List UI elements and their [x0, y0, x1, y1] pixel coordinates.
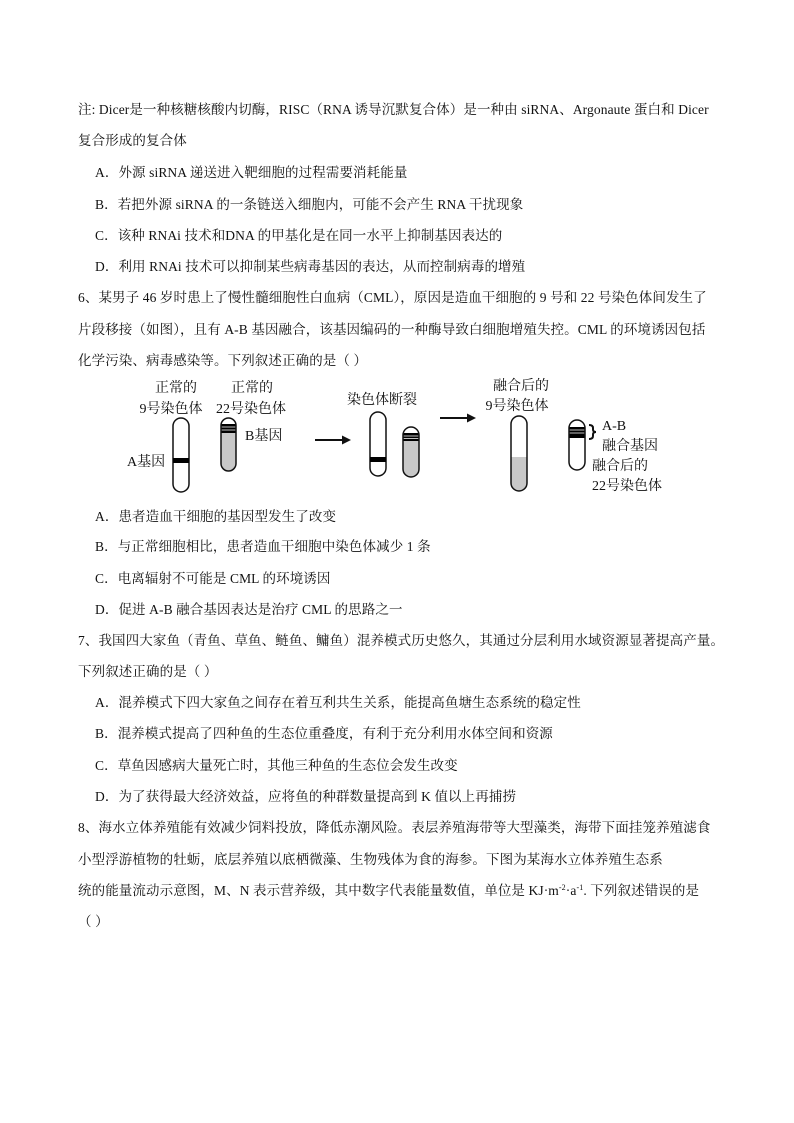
normal-9-label-1: 正常的 — [155, 381, 197, 396]
q8-stem-line-3 — [78, 881, 699, 901]
q7-option-d: D．为了获得最大经济效益，应将鱼的种群数量提高到 K 值以上再捕捞 — [95, 789, 517, 804]
q5-option-b: B．若把外源 siRNA 的一条链送入细胞内，可能不会产生 RNA 干扰现象 — [95, 197, 524, 212]
unit-a: ·a — [565, 883, 577, 898]
q6-stem-line-3: 化学污染、病毒感染等。下列叙述正确的是（ ） — [78, 353, 368, 368]
q5-option-a: A．外源 siRNA 递送进入靶细胞的过程需要消耗能量 — [95, 165, 408, 180]
q8-stem-line-1: 8、海水立体养殖能有效减少饲料投放，降低赤潮风险。表层养殖海带等大型藻类，海带下面挂笼养殖滤食 — [78, 820, 711, 835]
fusion-gene-label-2: 融合基因 — [602, 439, 658, 454]
q7-stem-line-2: 下列叙述正确的是（ ） — [78, 664, 218, 679]
bracket-icon — [589, 425, 596, 439]
q8-line3-text: 统的能量流动示意图，M、N 表示营养级，其中数字代表能量数值，单位是 KJ·m — [78, 883, 559, 898]
fused-9-label-2: 9号染色体 — [485, 399, 549, 414]
q6-option-c: C．电离辐射不可能是 CML 的环境诱因 — [95, 571, 331, 586]
chromosome-translocation-figure — [0, 370, 794, 500]
gene-a-label: A基因 — [127, 455, 166, 470]
gene-b-label: B基因 — [245, 429, 283, 444]
q7-option-b: B．混养模式提高了四种鱼的生态位重叠度，有利于充分利用水体空间和资源 — [95, 726, 553, 741]
normal-22-label-2: 22号染色体 — [216, 402, 286, 417]
q6-option-a: A．患者造血干细胞的基因型发生了改变 — [95, 509, 337, 524]
gene-b-band — [221, 424, 236, 433]
q8-stem-line-2: 小型浮游植物的牡蛎，底层养殖以底栖微藻、生物残体为食的海参。下图为某海水立体养殖生态系 — [78, 852, 663, 867]
fusion-gene-label-1: A-B — [602, 419, 627, 434]
q6-stem-line-1: 6、某男子 46 岁时患上了慢性髓细胞性白血病（CML），原因是造血干细胞的 9 号和 22 号染色体间发生了 — [78, 290, 707, 305]
q6-option-b: B．与正常细胞相比，患者造血干细胞中染色体减少 1 条 — [95, 539, 431, 554]
q6-stem-line-2: 片段移接（如图），且有 A-B 基因融合，该基因编码的一种酶导致白细胞增殖失控。CML 的环境诱因包括 — [78, 322, 706, 337]
unit-exponent-a: -1 — [576, 883, 584, 892]
break-label: 染色体断裂 — [347, 393, 417, 408]
normal-9-label-2: 9号染色体 — [139, 402, 203, 417]
fused-9-label-1: 融合后的 — [493, 379, 549, 394]
q7-option-a: A．混养模式下四大家鱼之间存在着互利共生关系，能提高鱼塘生态系统的稳定性 — [95, 695, 581, 710]
broken-chromosome-9 — [370, 412, 386, 476]
fused-chromosome-9 — [511, 416, 527, 491]
fused-chromosome-22 — [569, 420, 585, 470]
note-line-2: 复合形成的复合体 — [78, 133, 187, 148]
fusion-gene-band — [569, 427, 585, 438]
gene-a-band — [173, 458, 189, 463]
note-line-1: 注: Dicer是一种核糖核酸内切酶，RISC（RNA 诱导沉默复合体）是一种由 siRNA、Argonaute 蛋白和 Dicer — [78, 102, 709, 117]
q8-line3-tail: . 下列叙述错误的是 — [583, 883, 700, 898]
normal-22-label-1: 正常的 — [231, 381, 273, 396]
fused-22-label-1: 融合后的 — [592, 459, 648, 474]
q7-stem-line-1: 7、我国四大家鱼（青鱼、草鱼、鲢鱼、鳙鱼）混养模式历史悠久，其通过分层利用水域资源显著提高产量。 — [78, 633, 725, 648]
q6-option-d: D．促进 A-B 融合基因表达是治疗 CML 的思路之一 — [95, 602, 403, 617]
q5-option-c: C．该种 RNAi 技术和DNA 的甲基化是在同一水平上抑制基因表达的 — [95, 228, 503, 243]
q8-answer-blank: （ ） — [78, 914, 109, 929]
q5-option-d: D．利用 RNAi 技术可以抑制某些病毒基因的表达，从而控制病毒的增殖 — [95, 259, 526, 274]
arrow-right-icon — [315, 436, 351, 445]
fused-22-label-2: 22号染色体 — [592, 479, 662, 494]
broken-chromosome-22 — [403, 427, 419, 477]
arrow-right-icon — [440, 414, 476, 423]
normal-chromosome-22 — [221, 418, 236, 471]
normal-chromosome-9 — [173, 418, 189, 492]
q7-option-c: C．草鱼因感病大量死亡时，其他三种鱼的生态位会发生改变 — [95, 758, 458, 773]
unit-exponent-m: -2 — [558, 883, 566, 892]
